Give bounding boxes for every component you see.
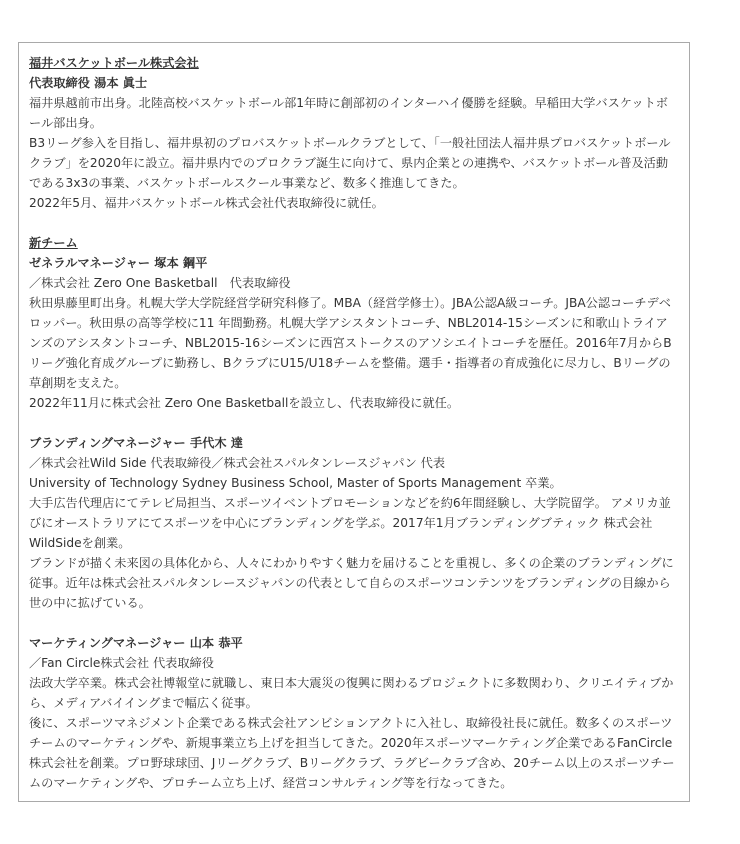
paragraph: 法政大学卒業。株式会社博報堂に就職し、東日本大震災の復興に関わるプロジェクトに多数関わり、クリエイティブから、メディアバイイングまで幅広く従事。 (29, 676, 674, 710)
section-heading-new-team: 新チーム (29, 236, 78, 250)
section-heading-company: 福井バスケットボール株式会社 (29, 56, 199, 70)
affiliation-line: ／株式会社Wild Side 代表取締役／株式会社スパルタンレースジャパン 代表 (29, 456, 446, 470)
paragraph: 後に、スポーツマネジメント企業である株式会社アンビションアクトに入社し、取締役社長に就任。数多くのスポーツチームのマーケティングや、新規事業立ち上げを担当してきた。2020年スポーツマーケティング企業であるFanCircle株式会社を創業。プロ野球球団、Jリーグクラブ、Bリーグクラブ、ラグビークラブ含め、20チーム以上のスポーツチームのマーケティングや、プロチーム立ち上げ、経営コンサルティング等を行なってきた。 (29, 716, 675, 790)
person-title-yamamoto: マーケティングマネージャー 山本 恭平 (29, 636, 243, 650)
person-title-tsukamoto: ゼネラルマネージャー 塚本 鋼平 (29, 256, 208, 270)
paragraph: 大手広告代理店にてテレビ局担当、スポーツイベントプロモーションなどを約6年間経験し、大学院留学。 アメリカ並びにオーストラリアにてスポーツを中心にブランディングを学ぶ。2017年1月ブランディングブティック 株式会社WildSideを創業。 (29, 496, 671, 550)
section-marketing-manager (29, 633, 679, 793)
section-new-team (29, 233, 679, 413)
paragraph: ブランドが描く未来図の具体化から、人々にわかりやすく魅力を届けることを重視し、多くの企業のブランディングに従事。近年は株式会社スパルタンレースジャパンの代表として自らのスポーツコンテンツをブランディングの目線から世の中に拡げている。 (29, 556, 674, 610)
paragraph: 2022年5月、福井バスケットボール株式会社代表取締役に就任。 (29, 196, 384, 210)
section-branding-manager (29, 433, 679, 613)
paragraph: B3リーグ参入を目指し、福井県初のプロバスケットボールクラブとして、「一般社団法人福井県プロバスケットボールクラブ」を2020年に設立。福井県内でのプロクラブ誕生に向けて、県内企業との連携や、バスケットボール普及活動である3x3の事業、バスケットボールスクール事業など、数多く推進してきた。 (29, 136, 671, 190)
paragraph: University of Technology Sydney Business School, Master of Sports Management 卒業。 (29, 476, 562, 490)
person-title-yumoto: 代表取締役 湯本 眞士 (29, 76, 148, 90)
paragraph: 2022年11月に株式会社 Zero One Basketballを設立し、代表取締役に就任。 (29, 396, 460, 410)
affiliation-line: ／株式会社 Zero One Basketball 代表取締役 (29, 276, 291, 290)
profile-content-box (18, 42, 690, 802)
paragraph: 秋田県藤里町出身。札幌大学大学院経営学研究科修了。MBA（経営学修士）。JBA公認A級コーチ。JBA公認コーチデベロッパー。秋田県の高等学校に11 年間勤務。札幌大学アシスタントコーチ、NBL2014-15シーズンに和歌山トライアンズのアシスタントコーチ、NBL2015-16シーズンに西宮ストークスのアソシエイトコーチを歴任。2016年7月からBリーグ強化育成グループに勤務し、BクラブにU15/U18チームを整備。選手・指導者の育成強化に尽力し、Bリーグの草創期を支えた。 (29, 296, 672, 390)
affiliation-line: ／Fan Circle株式会社 代表取締役 (29, 656, 214, 670)
person-title-teshirogi: ブランディングマネージャー 手代木 達 (29, 436, 243, 450)
section-fukui-basketball (29, 53, 679, 213)
paragraph: 福井県越前市出身。北陸高校バスケットボール部1年時に創部初のインターハイ優勝を経験。早稲田大学バスケットボール部出身。 (29, 96, 668, 130)
